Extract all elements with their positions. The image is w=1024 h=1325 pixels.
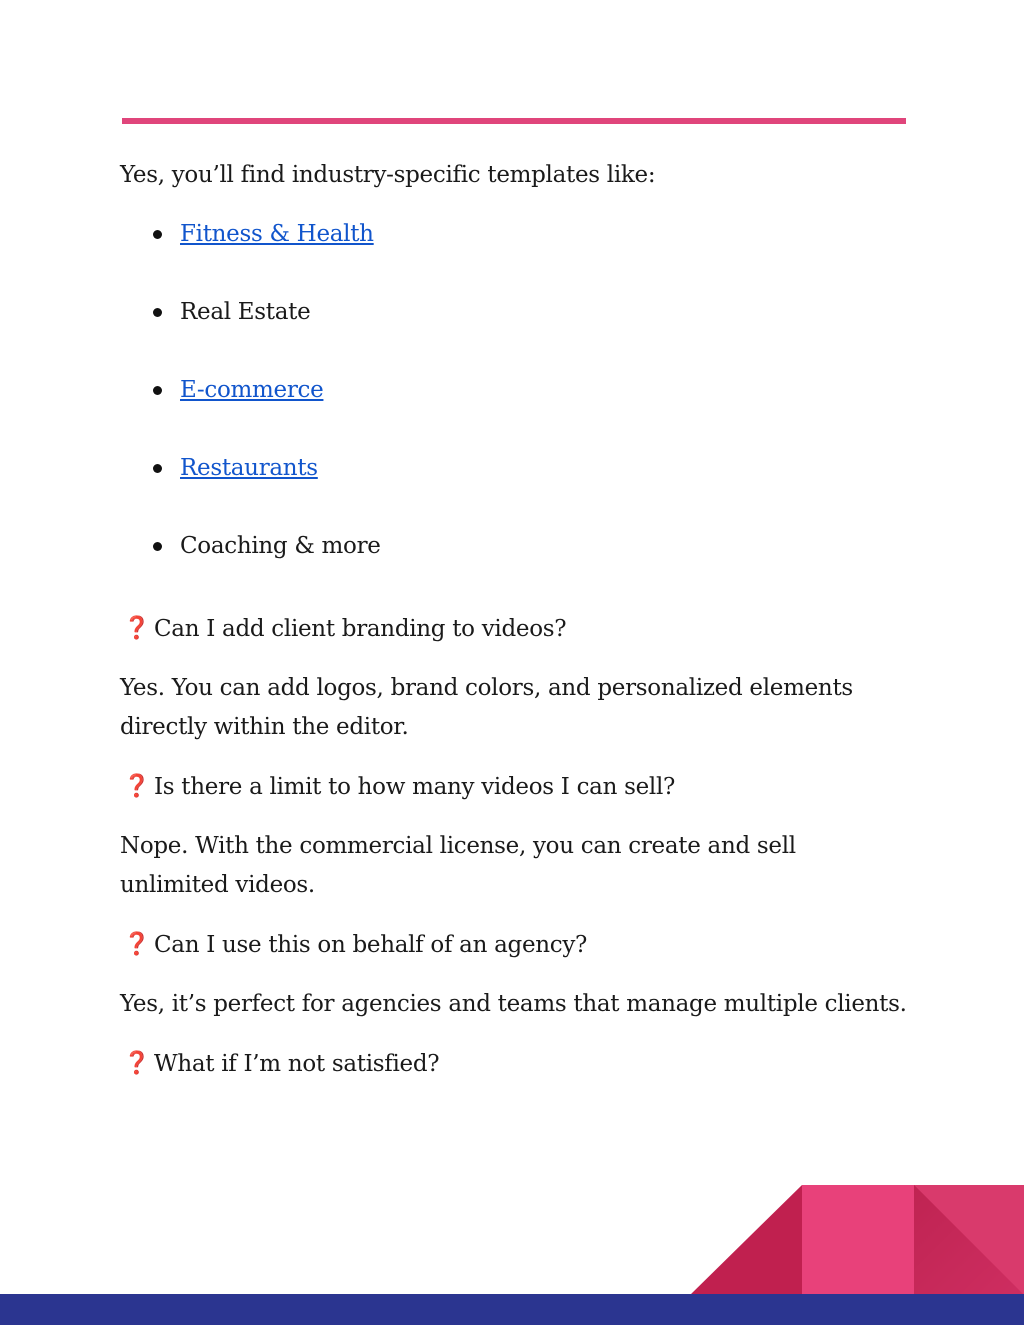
faq-answer-agency: Yes, it’s perfect for agencies and teams that manage multiple clients.: [120, 991, 907, 1017]
question-text: Can I use this on behalf of an agency?: [154, 932, 588, 958]
faq-question-satisfaction: [120, 1046, 910, 1082]
list-item: [120, 216, 910, 294]
faq-question-branding: [120, 611, 910, 647]
bullet-icon: [153, 542, 162, 551]
document-body: [120, 156, 910, 1082]
footer-bar: [0, 1294, 1024, 1325]
top-accent-rule: [122, 118, 906, 124]
list-item: [120, 528, 910, 564]
question-mark-icon: ❓: [123, 1051, 151, 1076]
footer-decoration: [690, 1185, 1024, 1295]
list-item: [120, 450, 910, 528]
bullet-icon: [153, 230, 162, 239]
question-text: Can I add client branding to videos?: [154, 616, 567, 642]
list-item: [120, 294, 910, 372]
question-mark-icon: ❓: [123, 616, 151, 641]
list-item: [120, 372, 910, 450]
bullet-icon: [153, 464, 162, 473]
item-real-estate: Real Estate: [180, 299, 311, 325]
deco-triangle-left: [690, 1185, 802, 1295]
templates-intro: Yes, you’ll find industry-specific templates like:: [120, 162, 656, 188]
link-restaurants[interactable]: Restaurants: [180, 455, 318, 481]
question-text: Is there a limit to how many videos I can sell?: [154, 774, 676, 800]
question-mark-icon: ❓: [123, 774, 151, 799]
question-mark-icon: ❓: [123, 932, 151, 957]
faq-answer-branding: Yes. You can add logos, brand colors, and personalized elements directly within the editor.: [120, 675, 853, 740]
bullet-icon: [153, 308, 162, 317]
bullet-icon: [153, 386, 162, 395]
deco-block-middle: [802, 1185, 914, 1295]
template-list: [120, 216, 910, 564]
item-coaching: Coaching & more: [180, 533, 381, 559]
question-text: What if I’m not satisfied?: [154, 1051, 440, 1077]
link-e-commerce[interactable]: E-commerce: [180, 377, 324, 403]
link-fitness-health[interactable]: Fitness & Health: [180, 221, 374, 247]
faq-question-limit: [120, 769, 910, 805]
faq-answer-limit: Nope. With the commercial license, you can create and sell unlimited videos.: [120, 833, 796, 898]
faq-question-agency: [120, 927, 910, 963]
